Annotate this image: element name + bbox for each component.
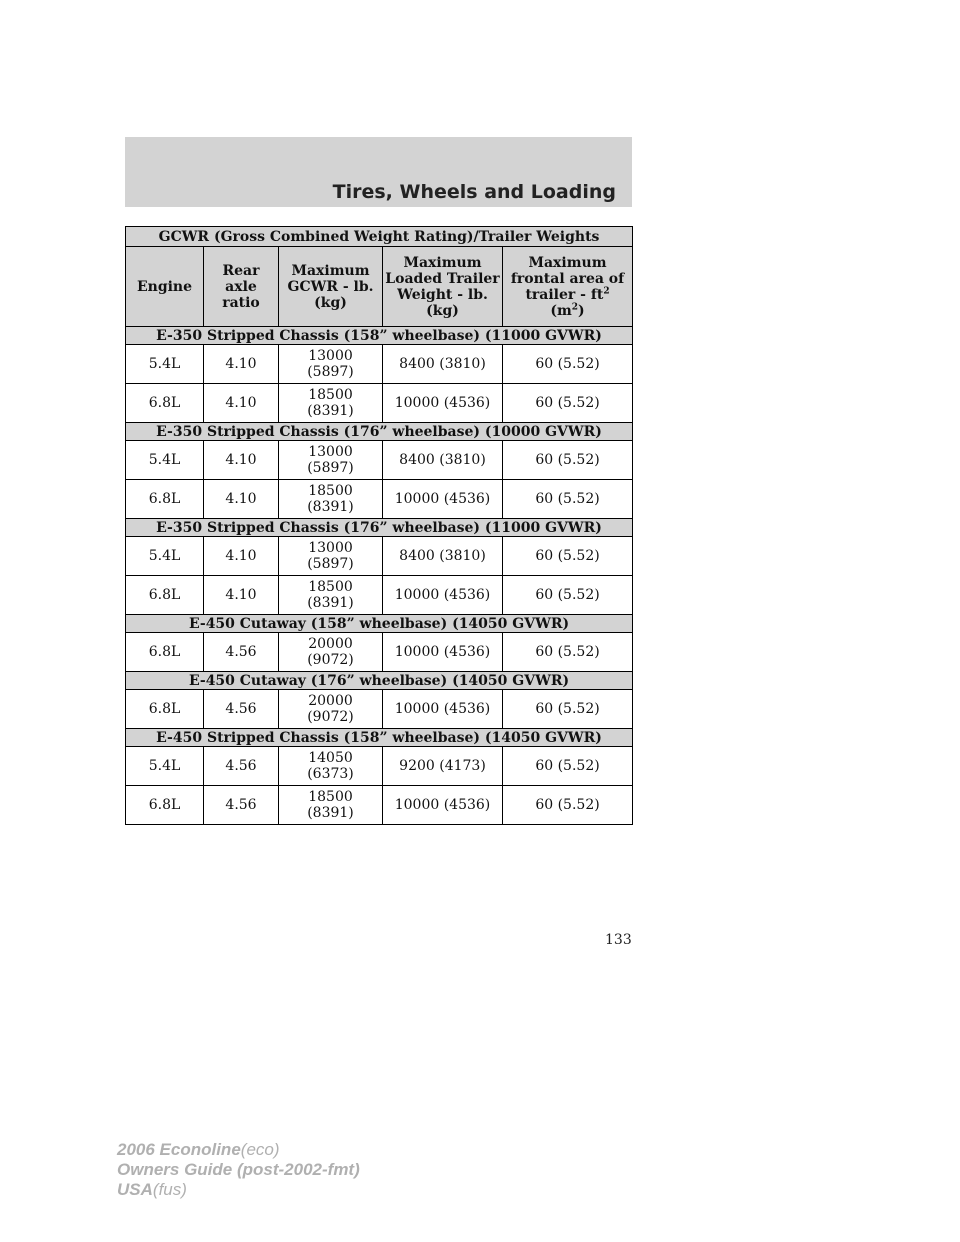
cell-engine: 5.4L bbox=[126, 441, 204, 480]
cell-frontal-area: 60 (5.52) bbox=[503, 480, 633, 519]
footer-market: USA bbox=[117, 1180, 153, 1199]
section-header-row bbox=[126, 519, 633, 537]
section-title: E-450 Cutaway (176” wheelbase) (14050 GVWR) bbox=[126, 672, 633, 690]
table-body bbox=[126, 327, 633, 825]
gcwr-lb: 14050 bbox=[308, 750, 353, 766]
gcwr-kg: (5897) bbox=[307, 460, 354, 476]
cell-axle-ratio: 4.10 bbox=[204, 480, 279, 519]
section-header-row bbox=[126, 729, 633, 747]
cell-trailer-weight: 10000 (4536) bbox=[383, 786, 503, 825]
cell-trailer-weight: 10000 (4536) bbox=[383, 633, 503, 672]
cell-gcwr bbox=[279, 633, 383, 672]
cell-trailer-weight: 10000 (4536) bbox=[383, 690, 503, 729]
cell-axle-ratio: 4.56 bbox=[204, 786, 279, 825]
gcwr-lb: 20000 bbox=[308, 636, 353, 652]
cell-axle-ratio: 4.56 bbox=[204, 690, 279, 729]
col-max-trailer-weight: Maximum Loaded Trailer Weight - lb. (kg) bbox=[383, 247, 503, 327]
cell-gcwr bbox=[279, 384, 383, 423]
cell-axle-ratio: 4.10 bbox=[204, 384, 279, 423]
gcwr-lb: 13000 bbox=[308, 444, 353, 460]
section-title: E-350 Stripped Chassis (176” wheelbase) (11000 GVWR) bbox=[126, 519, 633, 537]
cell-trailer-weight: 9200 (4173) bbox=[383, 747, 503, 786]
cell-gcwr bbox=[279, 345, 383, 384]
gcwr-lb: 18500 bbox=[308, 789, 353, 805]
cell-axle-ratio: 4.10 bbox=[204, 441, 279, 480]
cell-gcwr bbox=[279, 786, 383, 825]
footer-line-2 bbox=[117, 1160, 360, 1180]
table-title-row bbox=[126, 227, 633, 247]
cell-engine: 6.8L bbox=[126, 480, 204, 519]
cell-frontal-area: 60 (5.52) bbox=[503, 747, 633, 786]
cell-axle-ratio: 4.10 bbox=[204, 537, 279, 576]
cell-frontal-area: 60 (5.52) bbox=[503, 345, 633, 384]
section-header-row bbox=[126, 423, 633, 441]
section-header-row bbox=[126, 327, 633, 345]
cell-frontal-area: 60 (5.52) bbox=[503, 537, 633, 576]
gcwr-kg: (8391) bbox=[307, 499, 354, 515]
cell-engine: 5.4L bbox=[126, 345, 204, 384]
cell-axle-ratio: 4.10 bbox=[204, 345, 279, 384]
gcwr-kg: (6373) bbox=[307, 766, 354, 782]
gcwr-table bbox=[125, 226, 633, 825]
footer-line-3 bbox=[117, 1180, 360, 1200]
footer-model-code: (eco) bbox=[240, 1140, 280, 1159]
page-number: 133 bbox=[605, 932, 632, 948]
section-title: E-450 Cutaway (158” wheelbase) (14050 GVWR) bbox=[126, 615, 633, 633]
gcwr-lb: 18500 bbox=[308, 579, 353, 595]
cell-gcwr bbox=[279, 747, 383, 786]
cell-engine: 6.8L bbox=[126, 384, 204, 423]
cell-engine: 6.8L bbox=[126, 786, 204, 825]
table-row bbox=[126, 480, 633, 519]
gcwr-kg: (8391) bbox=[307, 805, 354, 821]
table-row bbox=[126, 747, 633, 786]
table-row bbox=[126, 537, 633, 576]
frontal-mid: (m bbox=[550, 302, 572, 319]
cell-engine: 6.8L bbox=[126, 633, 204, 672]
cell-frontal-area: 60 (5.52) bbox=[503, 690, 633, 729]
cell-gcwr bbox=[279, 480, 383, 519]
cell-frontal-area: 60 (5.52) bbox=[503, 441, 633, 480]
cell-engine: 6.8L bbox=[126, 690, 204, 729]
footer-market-code: (fus) bbox=[152, 1180, 187, 1199]
footer-model: 2006 Econoline bbox=[117, 1140, 241, 1159]
table-row bbox=[126, 576, 633, 615]
gcwr-lb: 18500 bbox=[308, 483, 353, 499]
footer-line-1 bbox=[117, 1140, 360, 1160]
cell-gcwr bbox=[279, 537, 383, 576]
gcwr-lb: 13000 bbox=[308, 540, 353, 556]
gcwr-kg: (8391) bbox=[307, 595, 354, 611]
cell-trailer-weight: 10000 (4536) bbox=[383, 384, 503, 423]
section-title: E-450 Stripped Chassis (158” wheelbase) (14050 GVWR) bbox=[126, 729, 633, 747]
col-max-frontal-area bbox=[503, 247, 633, 327]
table-row bbox=[126, 633, 633, 672]
section-title: E-350 Stripped Chassis (176” wheelbase) (10000 GVWR) bbox=[126, 423, 633, 441]
col-engine: Engine bbox=[126, 247, 204, 327]
cell-frontal-area: 60 (5.52) bbox=[503, 384, 633, 423]
frontal-sup-ft: 2 bbox=[603, 285, 610, 296]
cell-engine: 5.4L bbox=[126, 537, 204, 576]
cell-axle-ratio: 4.56 bbox=[204, 633, 279, 672]
cell-engine: 5.4L bbox=[126, 747, 204, 786]
table-row bbox=[126, 345, 633, 384]
gcwr-kg: (9072) bbox=[307, 652, 354, 668]
cell-engine: 6.8L bbox=[126, 576, 204, 615]
frontal-prefix: Maximum frontal area of trailer - ft bbox=[510, 254, 625, 303]
frontal-suffix: ) bbox=[578, 302, 585, 319]
cell-axle-ratio: 4.56 bbox=[204, 747, 279, 786]
gcwr-kg: (5897) bbox=[307, 556, 354, 572]
table-row bbox=[126, 441, 633, 480]
footer bbox=[117, 1140, 360, 1200]
gcwr-lb: 20000 bbox=[308, 693, 353, 709]
cell-trailer-weight: 10000 (4536) bbox=[383, 480, 503, 519]
cell-trailer-weight: 8400 (3810) bbox=[383, 537, 503, 576]
section-header-title: Tires, Wheels and Loading bbox=[332, 181, 616, 203]
section-title: E-350 Stripped Chassis (158” wheelbase) (11000 GVWR) bbox=[126, 327, 633, 345]
gcwr-lb: 13000 bbox=[308, 348, 353, 364]
table-row bbox=[126, 384, 633, 423]
cell-axle-ratio: 4.10 bbox=[204, 576, 279, 615]
cell-frontal-area: 60 (5.52) bbox=[503, 633, 633, 672]
cell-gcwr bbox=[279, 690, 383, 729]
table-row bbox=[126, 786, 633, 825]
frontal-sup-m: 2 bbox=[571, 301, 579, 312]
cell-trailer-weight: 10000 (4536) bbox=[383, 576, 503, 615]
col-max-gcwr: Maximum GCWR - lb. (kg) bbox=[279, 247, 383, 327]
gcwr-kg: (8391) bbox=[307, 403, 354, 419]
section-header-row bbox=[126, 615, 633, 633]
gcwr-lb: 18500 bbox=[308, 387, 353, 403]
cell-gcwr bbox=[279, 441, 383, 480]
cell-trailer-weight: 8400 (3810) bbox=[383, 441, 503, 480]
header-band bbox=[125, 137, 632, 207]
footer-guide: Owners Guide (post-2002-fmt) bbox=[117, 1160, 360, 1179]
cell-trailer-weight: 8400 (3810) bbox=[383, 345, 503, 384]
gcwr-kg: (9072) bbox=[307, 709, 354, 725]
column-header-row bbox=[126, 247, 633, 327]
cell-frontal-area: 60 (5.52) bbox=[503, 576, 633, 615]
col-rear-axle-ratio: Rear axle ratio bbox=[204, 247, 279, 327]
cell-gcwr bbox=[279, 576, 383, 615]
table-title: GCWR (Gross Combined Weight Rating)/Trailer Weights bbox=[126, 227, 633, 247]
gcwr-kg: (5897) bbox=[307, 364, 354, 380]
cell-frontal-area: 60 (5.52) bbox=[503, 786, 633, 825]
table-row bbox=[126, 690, 633, 729]
section-header-row bbox=[126, 672, 633, 690]
